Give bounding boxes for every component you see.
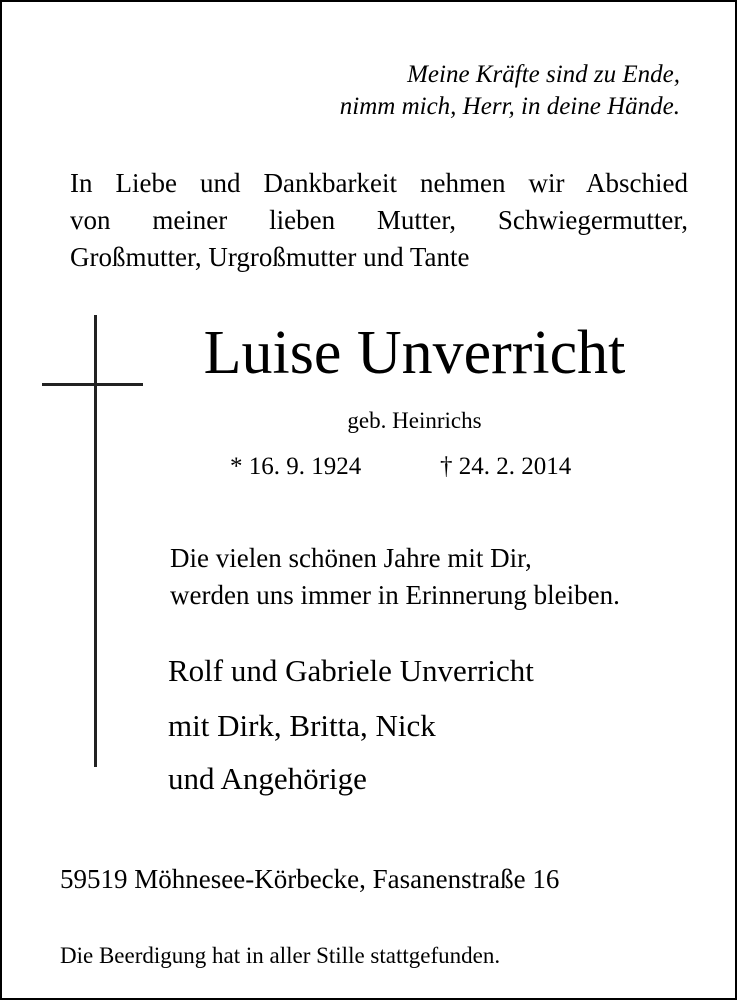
death-date: † 24. 2. 2014 — [440, 453, 572, 480]
intro-line-2: von meiner lieben Mutter, Schwiegermutter, — [70, 205, 688, 235]
intro-line-3: Großmutter, Urgroßmutter und Tante — [70, 242, 470, 272]
motto-line-2: nimm mich, Herr, in deine Hände. — [339, 93, 680, 120]
memory-line-1: Die vielen schönen Jahre mit Dir, — [170, 543, 532, 573]
mourners-line-3: und Angehörige — [168, 761, 367, 796]
mourners-line-2: mit Dirk, Britta, Nick — [168, 708, 436, 743]
mourners-line-1: Rolf und Gabriele Unverricht — [168, 653, 534, 688]
deceased-name: Luise Unverricht — [203, 319, 626, 387]
maiden-name: geb. Heinrichs — [347, 408, 482, 433]
motto-line-1: Meine Kräfte sind zu Ende, — [407, 61, 680, 88]
intro-line-1: In Liebe und Dankbarkeit nehmen wir Abschied — [70, 168, 688, 198]
address: 59519 Möhnesee-Körbecke, Fasanenstraße 16 — [60, 864, 560, 894]
funeral-note: Die Beerdigung hat in aller Stille stattgefunden. — [60, 943, 501, 968]
memory-line-2: werden uns immer in Erinnerung bleiben. — [170, 580, 620, 610]
birth-date: * 16. 9. 1924 — [230, 453, 362, 480]
